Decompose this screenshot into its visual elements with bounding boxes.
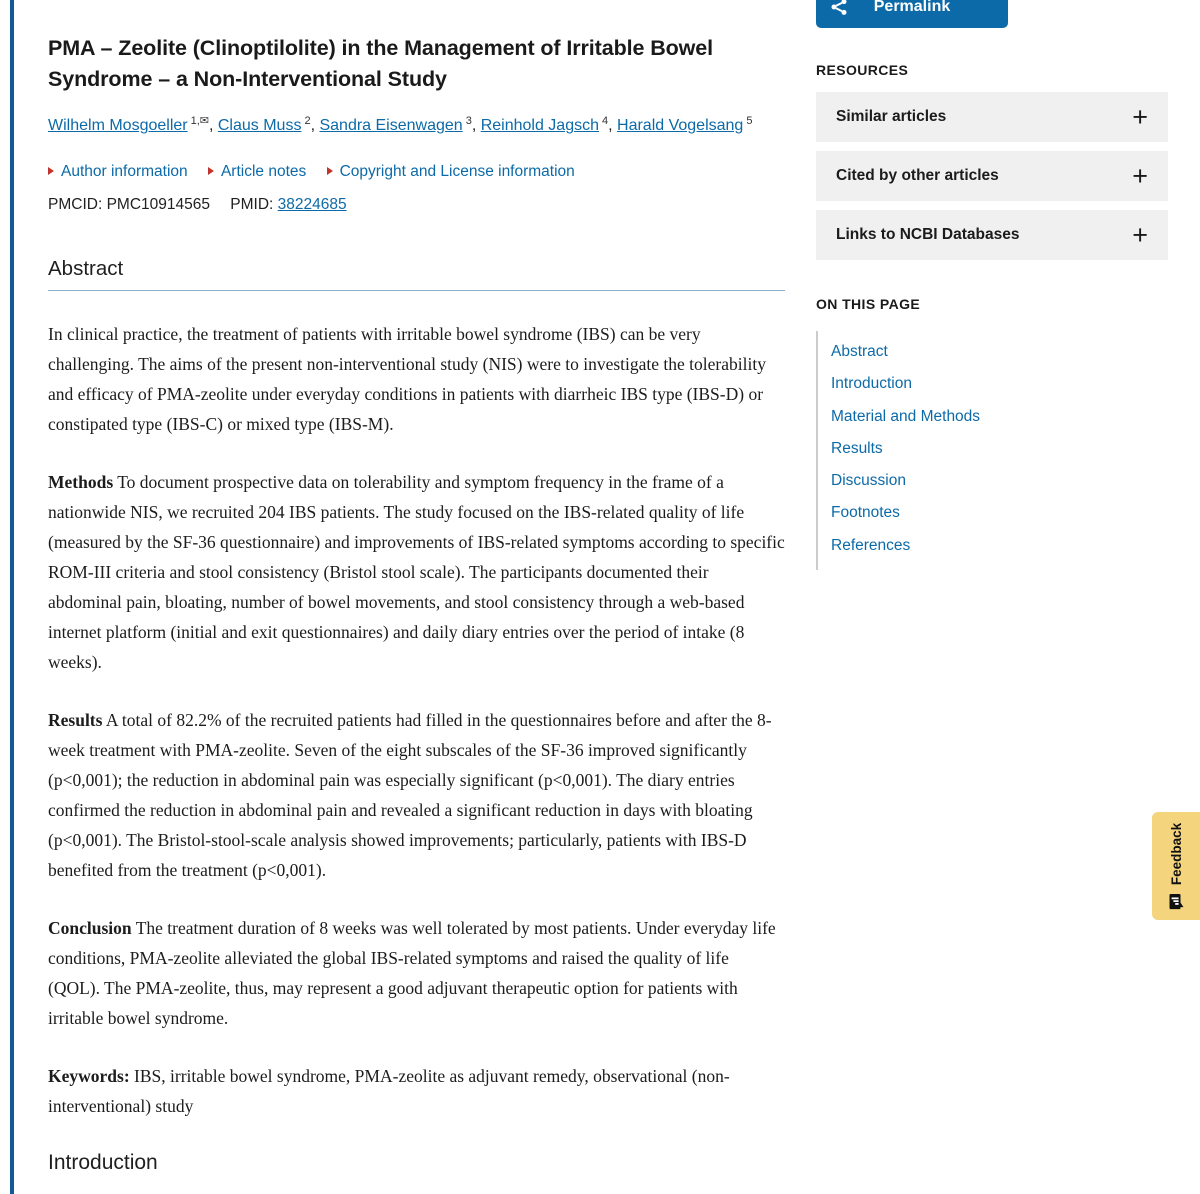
pmcid-value: PMC10914565 [106,196,210,214]
feedback-icon [1168,893,1184,909]
resources-heading: RESOURCES [816,62,909,78]
toc-link-abstract[interactable]: Abstract [831,343,888,360]
article-notes-link[interactable]: Article notes [208,163,306,180]
article-sidebar [816,0,1168,570]
author-separator: , [208,117,218,135]
toc-link-discussion[interactable]: Discussion [831,472,906,490]
toc-link-results[interactable]: Results [831,439,883,457]
author [218,117,320,134]
accordion-ncbi-links[interactable]: Links to NCBI Databases + [816,210,1168,260]
author-separator: , [310,117,320,135]
abstract-heading: Abstract [48,257,785,291]
author-link[interactable]: Reinhold Jagsch [480,117,599,135]
author-affiliation-sup: 4 [602,115,609,127]
expand-plus-icon: + [1132,101,1148,132]
pmid-label: PMID: [230,196,274,214]
expand-plus-icon: + [1132,219,1148,250]
article-main [48,0,785,1175]
author-separator: , [471,117,481,135]
toc-link-footnotes[interactable]: Footnotes [831,504,900,522]
keywords-text: IBS, irritable bowel syndrome, PMA-zeolite as adjuvant remedy, observational (non-interventional) study [48,1066,730,1117]
paragraph-lead: Methods [48,472,114,493]
paragraph-lead: Results [48,710,103,731]
author-link[interactable]: Harald Vogelsang [617,117,744,135]
abstract-paragraph: In clinical practice, the treatment of patients with irritable bowel syndrome (IBS) can be very challenging. The aims of the present non-interventional study (NIS) were to investigate the tolerability and efficacy of PMA-zeolite under everyday conditions in patients with diarrheic IBS type (IBS-D) or constipated type (IBS-C) or mixed type (IBS-M). [48,324,766,435]
author-separator: , [608,117,618,135]
abstract-body [48,319,785,1121]
on-this-page-heading: ON THIS PAGE [816,296,921,312]
permalink-button[interactable] [816,0,1008,28]
toc-item [831,368,1168,400]
author [48,117,218,134]
article-ids [48,196,785,214]
author [481,117,617,134]
on-this-page-toc [816,331,1168,570]
toc-item [831,497,1168,529]
toc-item [831,530,1168,562]
article-meta-links [48,163,785,181]
disclosure-arrow-icon [48,167,54,175]
accordion-cited-by[interactable]: Cited by other articles + [816,151,1168,201]
toc-link-material-methods[interactable]: Material and Methods [831,407,981,425]
feedback-button[interactable] [1152,812,1200,920]
author-link[interactable]: Wilhelm Mosgoeller [48,117,188,135]
keywords-paragraph [48,1061,785,1121]
author-affiliation-sup: 5 [746,115,753,127]
paragraph-lead: Conclusion [48,918,132,939]
author-affiliation-sup: 3 [465,115,472,127]
left-accent-bar [10,0,14,1194]
author [319,117,480,134]
abstract-paragraph: Methods To document prospective data on tolerability and symptom frequency in the frame of a nationwide NIS, we recruited 204 IBS patients. The study focused on the IBS-related quality of life (measured by the SF-36 questionnaire) and improvements of IBS-related symptoms according to specific ROM-III criteria and stool consistency (Bristol stool scale). The participants documented their abdominal pain, bloating, number of bowel movements, and stool consistency through a web-based internet platform (initial and exit questionnaires) and daily diary entries over the period of intake (8 weeks). [48,472,785,673]
permalink-label: Permalink [873,0,951,15]
author-information-link[interactable]: Author information [48,163,188,180]
abstract-paragraph: Results A total of 82.2% of the recruited patients had filled in the questionnaires before and after the 8-week treatment with PMA-zeolite. Seven of the eight subscales of the SF-36 improved significantly (p<0,001); the reduction in abdominal pain was especially significant (p<0,001). The diary entries confirmed the reduction in abdominal pain and revealed a significant reduction in days with bloating (p<0,001). The Bristol-stool-scale analysis showed improvements; particularly, patients with IBS-D benefited from the treatment (p<0,001). [48,710,772,881]
share-icon [829,0,849,22]
resources-accordions [816,92,1168,260]
toc-item [831,336,1168,368]
introduction-heading: Introduction [48,1151,158,1175]
toc-link-introduction[interactable]: Introduction [831,375,912,393]
article-title: PMA – Zeolite (Clinoptilolite) in the Management of Irritable Bowel Syndrome – a Non-Interventional Study [48,36,714,91]
accordion-similar-articles[interactable]: Similar articles + [816,92,1168,142]
expand-plus-icon: + [1132,160,1148,191]
author-affiliation-sup: 1,✉ [190,115,209,127]
feedback-label: Feedback [1168,822,1184,886]
abstract-paragraph: Conclusion The treatment duration of 8 weeks was well tolerated by most patients. Under everyday life conditions, PMA-zeolite alleviated the global IBS-related symptoms and raised the quality of life (QOL). The PMA-zeolite, thus, may represent a good adjuvant therapeutic option for patients with irritable bowel syndrome. [48,918,776,1029]
author-affiliation-sup: 2 [304,115,311,127]
toc-link-references[interactable]: References [831,536,911,554]
disclosure-arrow-icon [327,167,333,175]
disclosure-arrow-icon [208,167,214,175]
keywords-label: Keywords: [48,1066,130,1087]
pmid-link[interactable]: 38224685 [277,196,347,214]
author [617,117,752,134]
copyright-license-link[interactable]: Copyright and License information [327,163,575,180]
author-link[interactable]: Sandra Eisenwagen [319,117,463,135]
author-list [48,111,785,136]
toc-item [831,465,1168,497]
author-link[interactable]: Claus Muss [217,117,302,135]
pmcid-label: PMCID: [48,196,103,214]
toc-item [831,433,1168,465]
toc-item [831,401,1168,433]
